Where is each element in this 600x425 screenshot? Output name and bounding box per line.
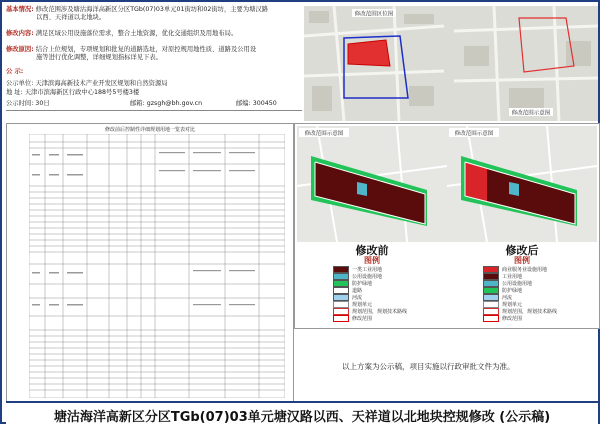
reason-label: 修改原因:: [6, 46, 34, 53]
legend-swatch: [333, 308, 349, 315]
legend-label: 修改范围: [502, 316, 523, 322]
legend-label: 修改范围: [352, 316, 373, 322]
legend-item: [483, 308, 557, 315]
reason-text-2: 施等进行优化调整，详细规划指标详见下表。: [36, 54, 162, 61]
location-maps: [304, 6, 598, 121]
legend-label: 规划范围，规划技术路线: [502, 309, 558, 315]
legend-swatch: [333, 287, 349, 294]
unit-text: 天津滨海高新技术产业开发区规划和自然资源局: [35, 80, 168, 87]
reason-text: 结合上位规划，专项规划和批复的道路选址，对原控规用地性质、道路及公用设: [35, 46, 257, 53]
legend-item: [333, 315, 372, 322]
legend-item: [483, 266, 547, 273]
table-grid: [29, 134, 285, 398]
notice-text-block: [6, 6, 302, 121]
plan-after: [447, 126, 597, 324]
legend-label: 商业服务业设施用地: [502, 267, 548, 273]
table-title: 修改前后控制性详细规划用地一览表对比: [104, 127, 195, 133]
legend-item: [483, 280, 532, 287]
legend-swatch: [483, 308, 499, 315]
postcode-label: 邮编:: [236, 100, 251, 107]
legend-item: [333, 301, 372, 308]
legend-swatch: [333, 273, 349, 280]
legend-swatch: [483, 273, 499, 280]
plan-before-legend-title: 图例: [364, 256, 380, 265]
title-bar: [6, 401, 598, 424]
legend-label: 规划单元: [352, 302, 373, 308]
legend-label: 工业用地: [502, 274, 523, 280]
legend-item: [333, 273, 382, 280]
legend-swatch: [483, 266, 499, 273]
legend-label: 防护绿地: [502, 288, 523, 294]
page-title: 塘沽海洋高新区分区TGb(07)03单元塘汉路以西、天祥道以北地块控规修改 (公示稿): [53, 410, 551, 425]
legend-item: [333, 280, 372, 287]
legend-swatch: [333, 280, 349, 287]
legend-item: [333, 294, 362, 301]
legend-label: 河流: [352, 295, 363, 301]
content-text: 满足区域公用设施落位需求，整合土地资源，优化交通组织及用地布局。: [35, 30, 238, 37]
plan-after-title: 修改后: [505, 244, 539, 257]
plan-before-label: 修改范围示意图: [304, 130, 344, 137]
scope-map-label: 修改范围示意图: [511, 110, 551, 117]
legend-item: [483, 294, 512, 301]
plan-after-label: 修改范围示意图: [454, 130, 494, 137]
legend-swatch: [483, 315, 499, 322]
legend-swatch: [483, 280, 499, 287]
legend-item: [483, 287, 522, 294]
legend-label: 规划单元: [502, 302, 523, 308]
aerial-map-image: [304, 6, 598, 121]
email-label: 邮箱:: [130, 100, 145, 107]
plan-maps: [294, 123, 600, 329]
unit-label: 公示单位:: [6, 80, 34, 87]
address-text: 天津市滨海新区行政中心188号5号楼3楼: [24, 89, 140, 96]
land-use-table: [6, 123, 294, 402]
legend-label: 道路: [352, 288, 363, 294]
basic-text: 修改范围涉及塘沽海洋高新区分区TGb(07)03单元01街坊和02街坊，主要为塘汉路: [35, 6, 269, 13]
postcode-text: 300450: [252, 100, 277, 107]
legend-label: 规划范围，规划技术路线: [352, 309, 408, 315]
legend-swatch: [333, 294, 349, 301]
footnote: 以上方案为公示稿，项目实施以行政审批文件为准。: [342, 362, 515, 371]
legend-label: 防护绿地: [352, 281, 373, 287]
plan-after-legend-title: 图例: [514, 256, 530, 265]
location-map-label: 修改范围区位图: [354, 11, 394, 18]
plan-before-legend: [297, 242, 447, 324]
legend-label: 公用设施用地: [352, 274, 383, 280]
legend-swatch: [333, 315, 349, 322]
email-text: gzsgh@bh.gov.cn: [146, 100, 203, 107]
legend-item: [333, 287, 362, 294]
legend-label: 一类工业用地: [352, 267, 383, 273]
legend-label: 公用设施用地: [502, 281, 533, 287]
legend-swatch: [333, 266, 349, 273]
basic-text-2: 以西、天祥道以北地块。: [36, 14, 106, 21]
publicity-label: 公 示:: [6, 68, 24, 75]
address-label: 地 址:: [6, 89, 23, 96]
plan-before-title: 修改前: [355, 244, 389, 257]
notice-divider: [6, 110, 302, 111]
legend-item: [483, 315, 522, 322]
plan-before: [297, 126, 447, 324]
legend-item: [333, 308, 407, 315]
legend-item: [483, 273, 522, 280]
period-label: 公示时间: 30日: [6, 100, 50, 107]
legend-swatch: [333, 301, 349, 308]
plan-after-map: [447, 126, 597, 242]
legend-label: 河流: [502, 295, 513, 301]
legend-swatch: [483, 294, 499, 301]
plan-after-legend: [447, 242, 597, 324]
basic-label: 基本情况:: [6, 6, 34, 13]
content-label: 修改内容:: [6, 30, 34, 37]
legend-swatch: [483, 287, 499, 294]
legend-item: [333, 266, 382, 273]
legend-swatch: [483, 301, 499, 308]
legend-item: [483, 301, 522, 308]
plan-before-map: [297, 126, 447, 242]
